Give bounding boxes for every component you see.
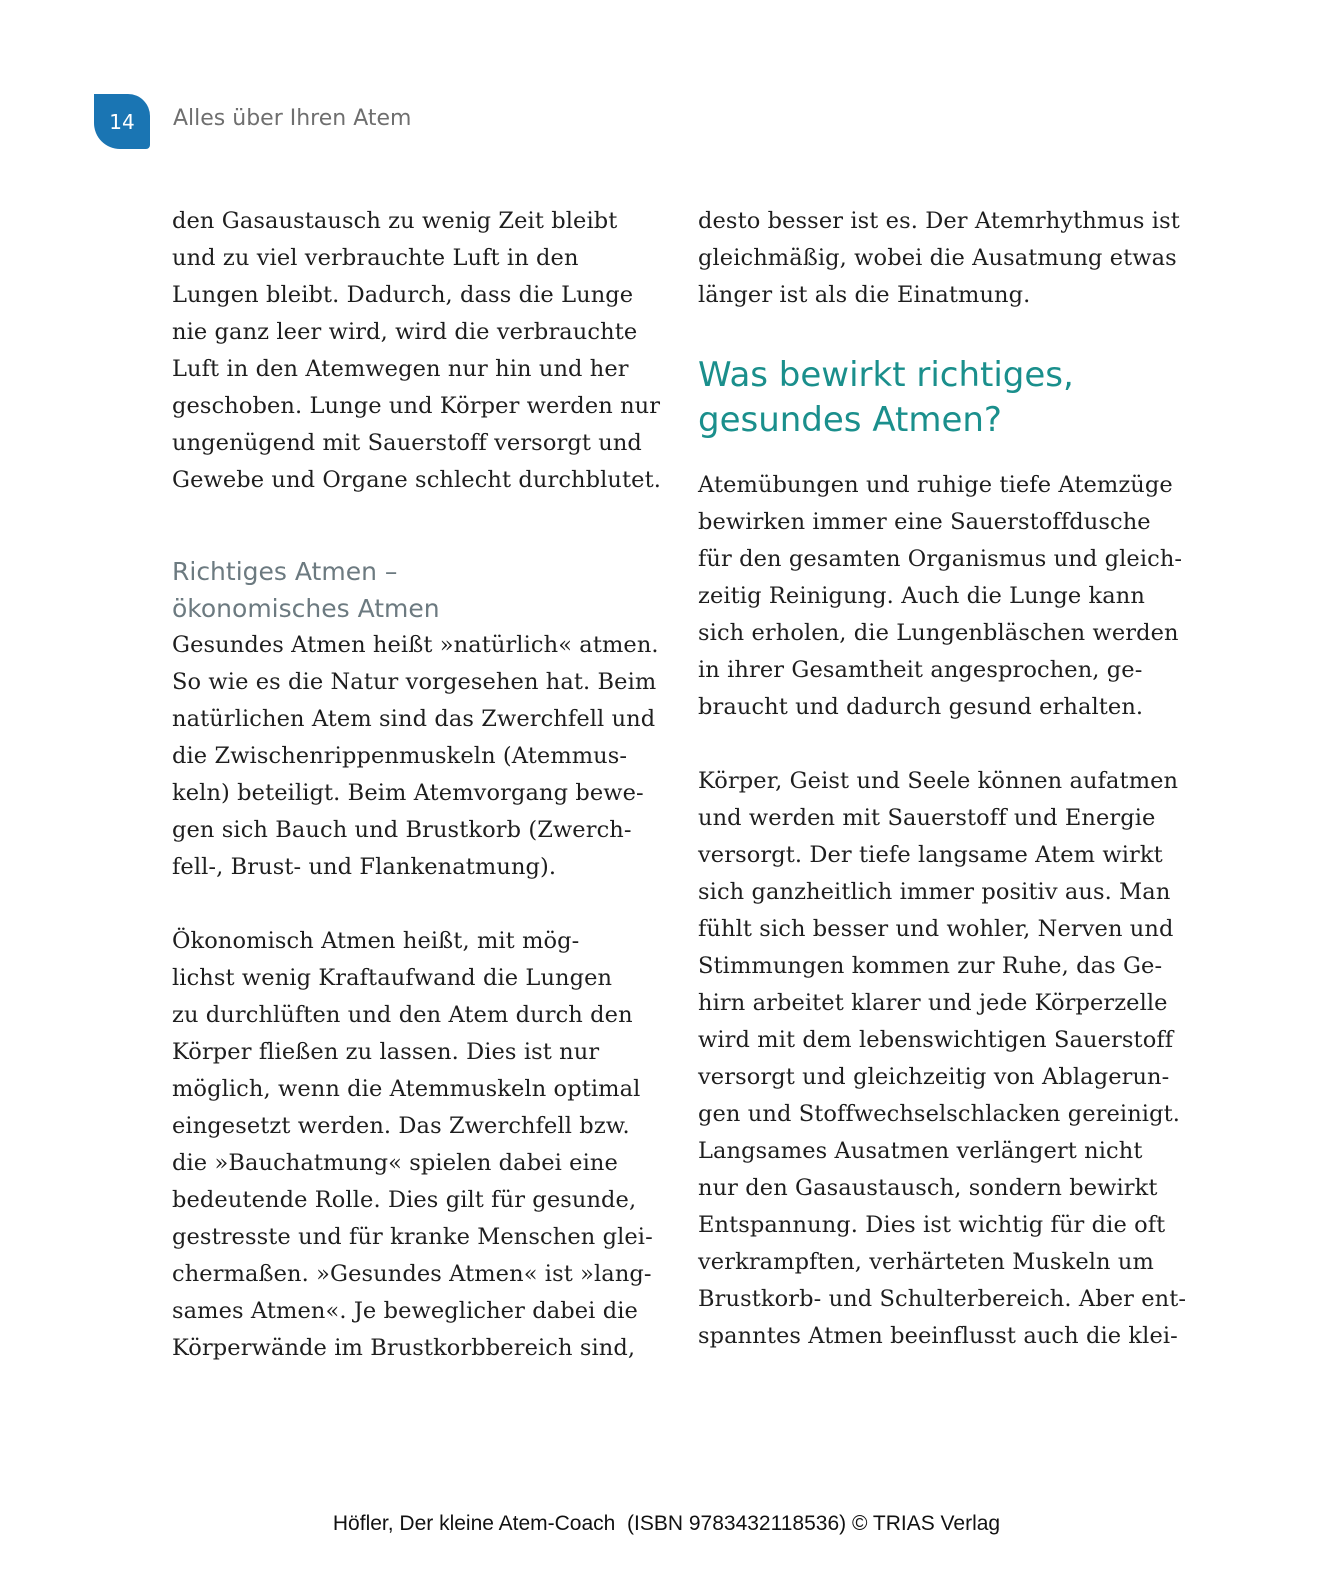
text-line: Luft in den Atemwegen nur hin und her	[172, 356, 629, 382]
text-line: Gewebe und Organe schlecht durchblutet.	[172, 467, 661, 493]
text-line: Atemübungen und ruhige tiefe Atemzüge	[698, 472, 1173, 498]
text-line: lichst wenig Kraftaufwand die Lungen	[172, 965, 613, 991]
text-line: und werden mit Sauerstoff und Energie	[698, 805, 1156, 831]
text-line: und zu viel verbrauchte Luft in den	[172, 245, 579, 271]
text-line: Langsames Ausatmen verlängert nicht	[698, 1138, 1143, 1164]
footer-citation	[0, 1512, 1339, 1536]
text-line: gen sich Bauch und Brustkorb (Zwerch-	[172, 817, 632, 843]
text-line: verkrampften, verhärteten Muskeln um	[698, 1249, 1154, 1275]
page-number: 14	[109, 109, 135, 134]
paragraph	[698, 467, 1183, 726]
paragraph	[172, 203, 661, 499]
paragraph	[698, 203, 1178, 314]
left-column	[172, 203, 661, 1404]
text-line: Lungen bleibt. Dadurch, dass die Lunge	[172, 282, 634, 308]
text-line: nur den Gasaustausch, sondern bewirkt	[698, 1175, 1158, 1201]
text-line: So wie es die Natur vorgesehen hat. Beim	[172, 669, 657, 695]
text-line: eingesetzt werden. Das Zwerchfell bzw.	[172, 1113, 630, 1139]
text-line: für den gesamten Organismus und gleich-	[698, 546, 1183, 572]
text-line: spanntes Atmen beeinflusst auch die klei-	[698, 1323, 1178, 1349]
subheading	[172, 553, 652, 627]
text-line: nie ganz leer wird, wird die verbrauchte	[172, 319, 638, 345]
heading-line: ökonomisches Atmen	[172, 594, 440, 623]
heading-line: Was bewirkt richtiges,	[698, 355, 1074, 395]
text-line: gestresste und für kranke Menschen glei-	[172, 1224, 653, 1250]
paragraph	[698, 763, 1187, 1355]
text-line: bewirken immer eine Sauerstoffdusche	[698, 509, 1151, 535]
text-line: chermaßen. »Gesundes Atmen« ist »lang-	[172, 1261, 652, 1287]
text-line: Stimmungen kommen zur Ruhe, das Ge-	[698, 953, 1163, 979]
text-line: versorgt. Der tiefe langsame Atem wirkt	[698, 842, 1163, 868]
text-line: zu durchlüften und den Atem durch den	[172, 1002, 633, 1028]
text-line: sich ganzheitlich immer positiv aus. Man	[698, 879, 1171, 905]
text-line: in ihrer Gesamtheit angesprochen, ge-	[698, 657, 1143, 683]
page-number-tab	[94, 94, 150, 149]
paragraph	[172, 923, 652, 1367]
text-line: Körperwände im Brustkorbbereich sind,	[172, 1335, 636, 1361]
text-line: bedeutende Rolle. Dies gilt für gesunde,	[172, 1187, 637, 1213]
text-line: Ökonomisch Atmen heißt, mit mög-	[172, 928, 580, 954]
text-line: sich erholen, die Lungenbläschen werden	[698, 620, 1179, 646]
text-line: gleichmäßig, wobei die Ausatmung etwas	[698, 245, 1177, 271]
text-line: geschoben. Lunge und Körper werden nur	[172, 393, 661, 419]
text-line: möglich, wenn die Atemmuskeln optimal	[172, 1076, 641, 1102]
running-title: Alles über Ihren Atem	[173, 106, 412, 131]
text-line: Körper, Geist und Seele können aufatmen	[698, 768, 1179, 794]
heading-line: gesundes Atmen?	[698, 400, 1002, 440]
text-line: desto besser ist es. Der Atemrhythmus ist	[698, 208, 1180, 234]
text-line: fühlt sich besser und wohler, Nerven und	[698, 916, 1174, 942]
text-line: wird mit dem lebenswichtigen Sauerstoff	[698, 1027, 1174, 1053]
text-line: Gesundes Atmen heißt »natürlich« atmen.	[172, 632, 659, 658]
heading-line: Richtiges Atmen –	[172, 557, 398, 586]
text-line: fell-, Brust- und Flankenatmung).	[172, 854, 557, 880]
text-line: gen und Stoffwechselschlacken gereinigt.	[698, 1101, 1180, 1127]
text-line: die »Bauchatmung« spielen dabei eine	[172, 1150, 618, 1176]
text-line: braucht und dadurch gesund erhalten.	[698, 694, 1144, 720]
text-line: versorgt und gleichzeitig von Ablagerun-	[698, 1064, 1170, 1090]
text-line: Körper fließen zu lassen. Dies ist nur	[172, 1039, 600, 1065]
footer-text: Höfler, Der kleine Atem-Coach (ISBN 9783432118536) © TRIAS Verlag	[332, 1512, 1001, 1535]
text-line: hirn arbeitet klarer und jede Körperzelle	[698, 990, 1168, 1016]
text-line: länger ist als die Einatmung.	[698, 282, 1031, 308]
text-line: den Gasaustausch zu wenig Zeit bleibt	[172, 208, 618, 234]
text-line: sames Atmen«. Je beweglicher dabei die	[172, 1298, 638, 1324]
text-line: die Zwischenrippenmuskeln (Atemmus-	[172, 743, 628, 769]
right-column	[698, 203, 1187, 1392]
text-line: Brustkorb- und Schulterbereich. Aber ent-	[698, 1286, 1187, 1312]
text-line: ungenügend mit Sauerstoff versorgt und	[172, 430, 642, 456]
section-heading	[698, 353, 1178, 443]
paragraph	[172, 627, 659, 886]
text-line: natürlichen Atem sind das Zwerchfell und	[172, 706, 656, 732]
text-line: keln) beteiligt. Beim Atemvorgang bewe-	[172, 780, 644, 806]
text-line: Entspannung. Dies ist wichtig für die oft	[698, 1212, 1166, 1238]
text-line: zeitig Reinigung. Auch die Lunge kann	[698, 583, 1145, 609]
